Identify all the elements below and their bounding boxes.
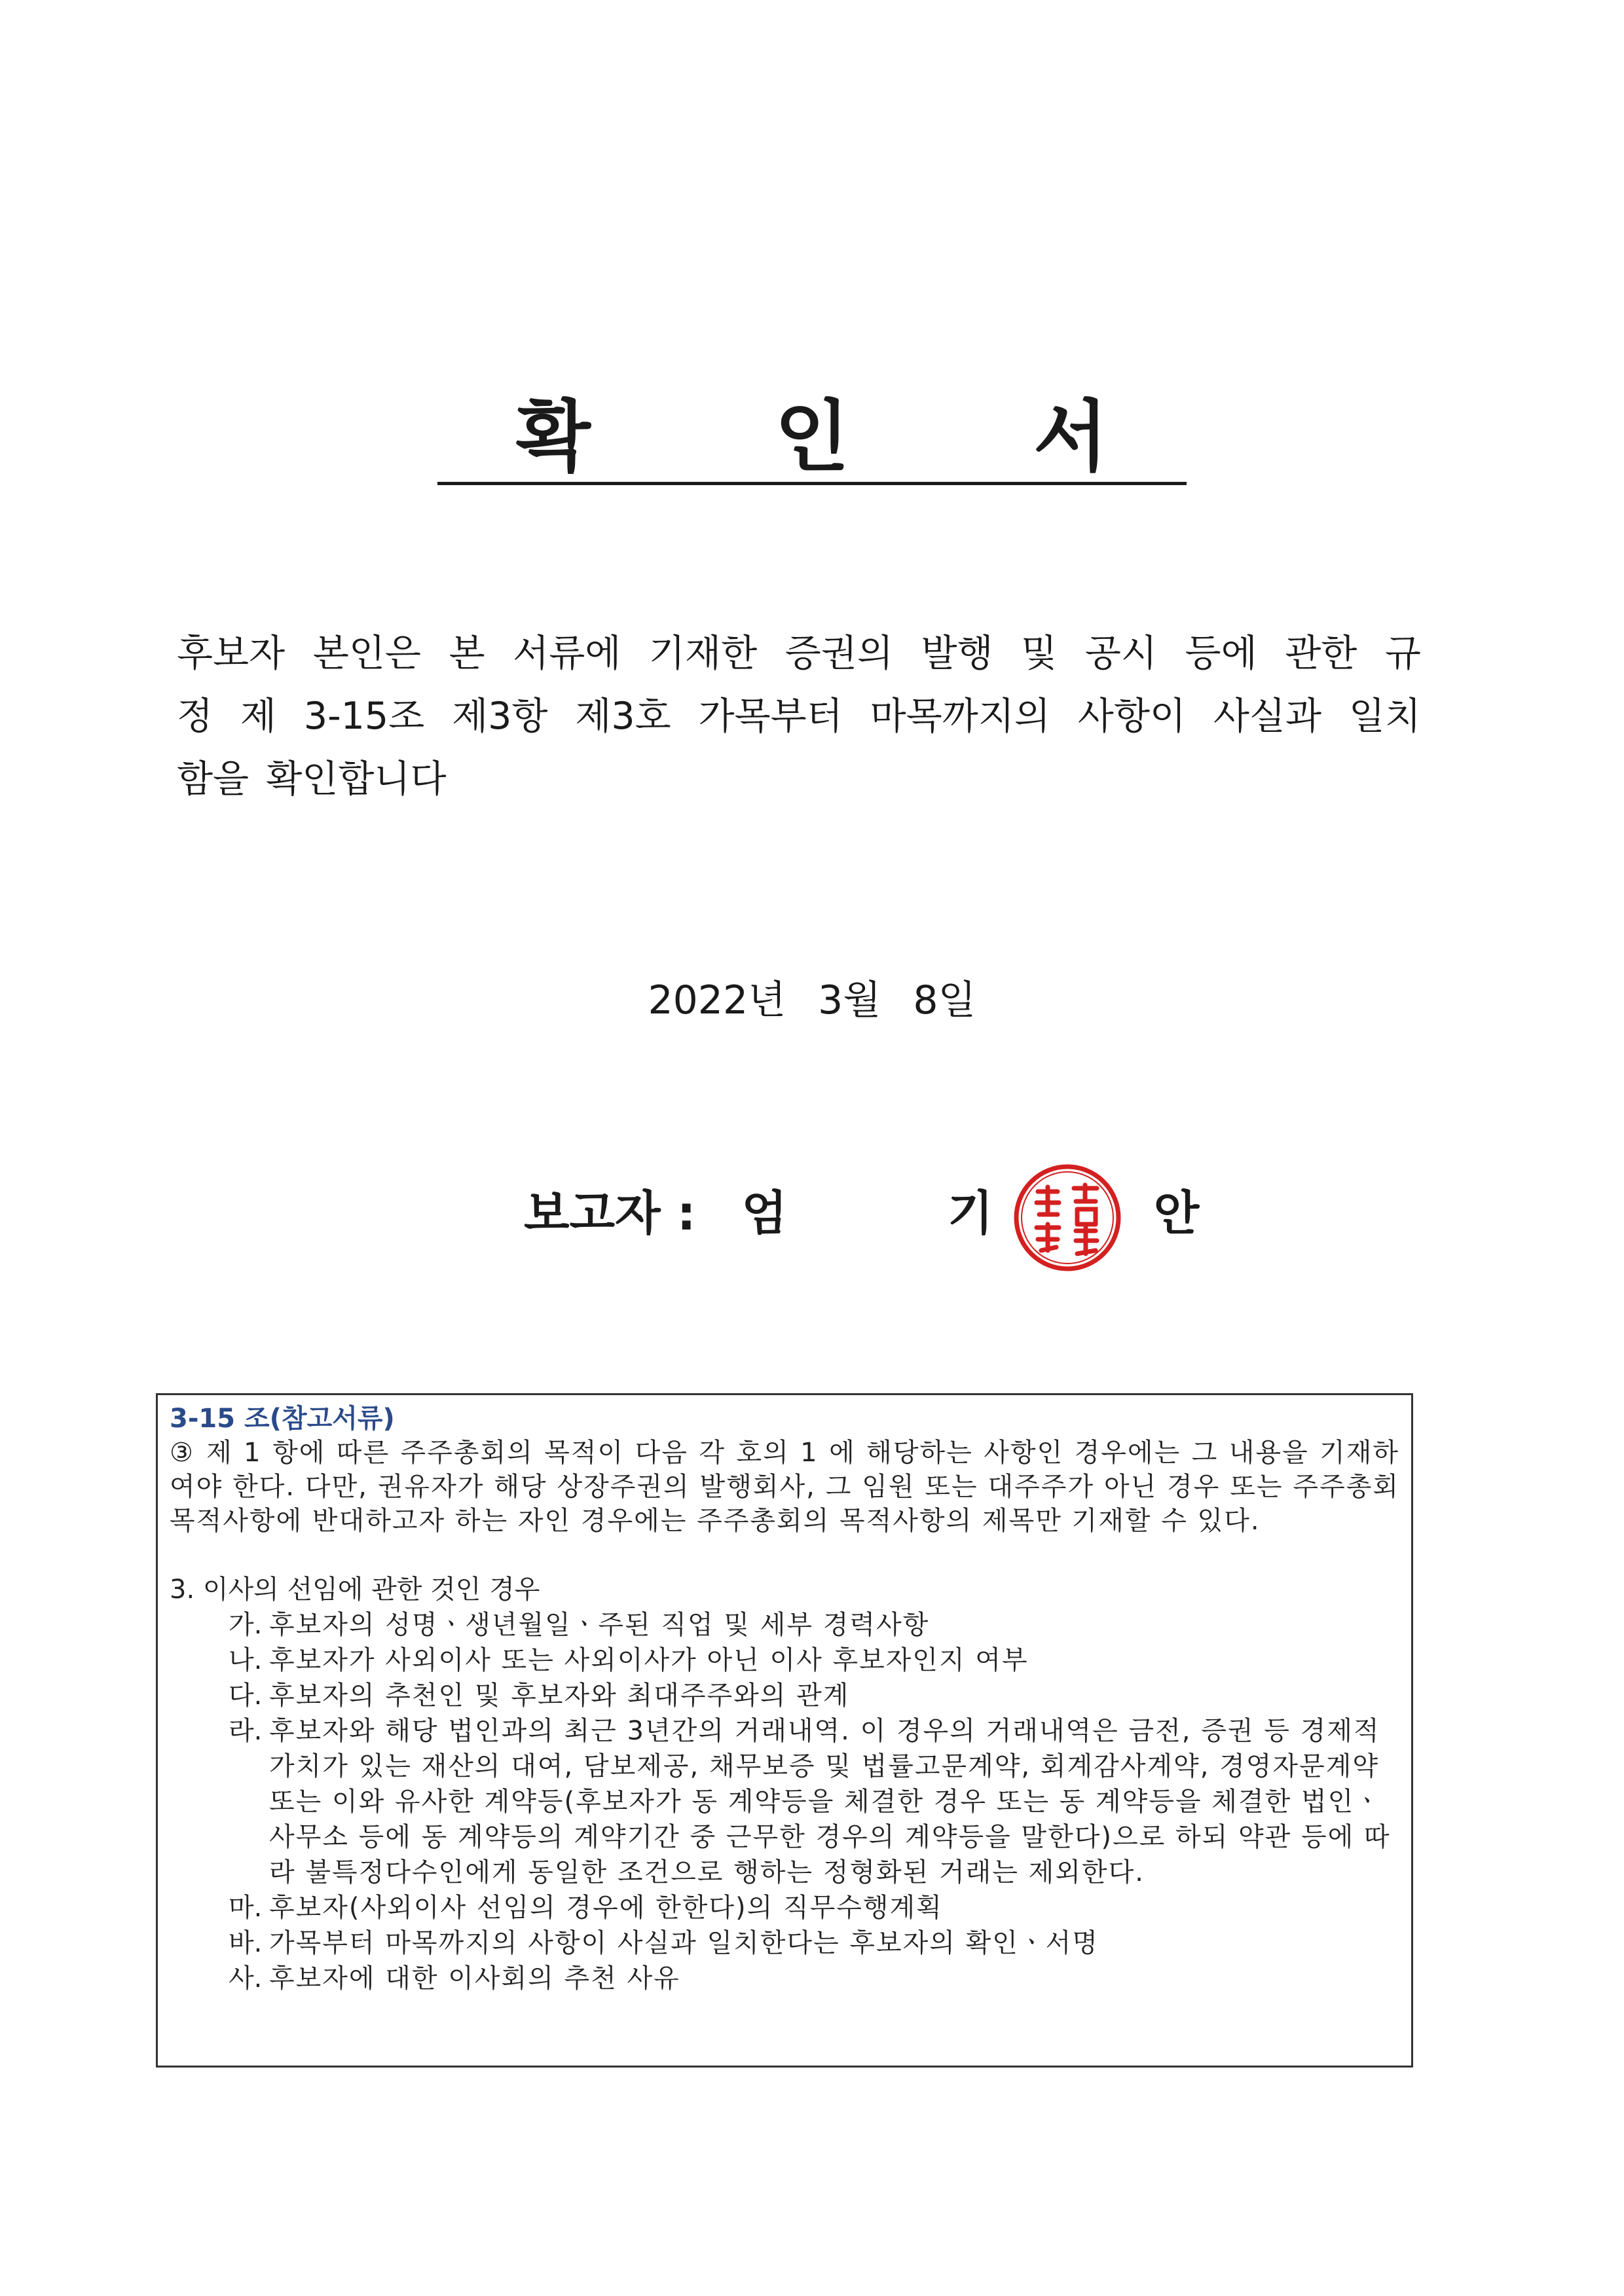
list-item-mark: 다. — [229, 1681, 263, 1711]
reference-title: 3-15 조(참고서류) — [170, 1404, 395, 1434]
document-title — [0, 393, 1624, 485]
list-item-text: 후보자의 성명ㆍ생년월일ㆍ주된 직업 및 세부 경력사항 — [269, 1610, 930, 1640]
list-item — [170, 1678, 1399, 1713]
list-item — [170, 1890, 1399, 1925]
list-item-mark: 마. — [229, 1893, 263, 1923]
statement-line: 함을 확인합니다 — [177, 757, 447, 801]
statement-line: 정 제 3-15조 제3항 제3호 가목부터 마목까지의 사항이 사실과 일치 — [177, 695, 1421, 738]
list-item-text: 가목부터 마목까지의 사항이 사실과 일치한다는 후보자의 확인ㆍ서명 — [269, 1928, 1099, 1958]
list-item — [170, 1713, 1399, 1890]
list-item-mark: 사. — [229, 1963, 263, 1994]
list-item-mark: 라. — [229, 1716, 263, 1746]
list-item-text: 후보자가 사외이사 또는 사외이사가 아닌 이사 후보자인지 여부 — [269, 1645, 1029, 1675]
list-item — [170, 1925, 1399, 1961]
list-item-text: 후보자의 추천인 및 후보자와 최대주주와의 관계 — [269, 1681, 850, 1711]
list-item-mark: 바. — [229, 1928, 263, 1958]
list-item-mark: 나. — [229, 1645, 263, 1675]
reporter-name: 엄 기 안 — [741, 1186, 1272, 1241]
statement-line: 후보자 본인은 본 서류에 기재한 증권의 발행 및 공시 등에 관한 규 — [177, 632, 1421, 675]
list-item — [170, 1607, 1399, 1643]
confirmation-statement — [177, 622, 1421, 811]
reporter-label: 보고자 : — [524, 1186, 696, 1241]
personal-seal-stamp — [1012, 1162, 1123, 1273]
list-item-mark: 가. — [229, 1610, 263, 1640]
reporter-signature-line — [524, 1175, 1271, 1243]
reference-item-list — [170, 1607, 1399, 1996]
document-date: 2022년 3월 8일 — [648, 977, 976, 1023]
list-item — [170, 1643, 1399, 1678]
list-item-text: 후보자와 해당 법인과의 최근 3년간의 거래내역. 이 경우의 거래내역은 금전, 증권 등 경제적 가치가 있는 재산의 대여, 담보제공, 채무보증 및 법률고문계약, 회계감사계약, 경영자문계약 또는 이와 유사한 계약등(후보자가 동 계약등을 체결한 경우 또는 동 계약등을 체결한 법인ㆍ사무소 등에 동 계약등의 계약기간 중 근무한 경우의 계약등을 말한다)으로 하되 약관 등에 따라 불특정다수인에게 동일한 조건으로 행하는 정형화된 거래는 제외한다. — [269, 1716, 1391, 1887]
list-item-text: 후보자(사외이사 선임의 경우에 한한다)의 직무수행계획 — [269, 1893, 943, 1923]
document-title-text: 확 인 서 — [437, 393, 1187, 485]
reference-heading: 3. 이사의 선임에 관한 것인 경우 — [170, 1575, 540, 1605]
reference-paragraph: ③ 제 1 항에 따른 주주총회의 목적이 다음 각 호의 1 에 해당하는 사항인 경우에는 그 내용을 기재하여야 한다. 다만, 권유자가 해당 상장주권의 발행회사, 그 임원 또는 대주주가 아닌 경우 또는 주주총회 목적사항에 반대하고자 하는 자인 경우에는 주주총회의 목적사항의 제목만 기재할 수 있다. — [170, 1438, 1399, 1536]
reference-regulation-box — [156, 1393, 1413, 2068]
list-item — [170, 1961, 1399, 1996]
list-item-text: 후보자에 대한 이사회의 추천 사유 — [269, 1963, 680, 1994]
